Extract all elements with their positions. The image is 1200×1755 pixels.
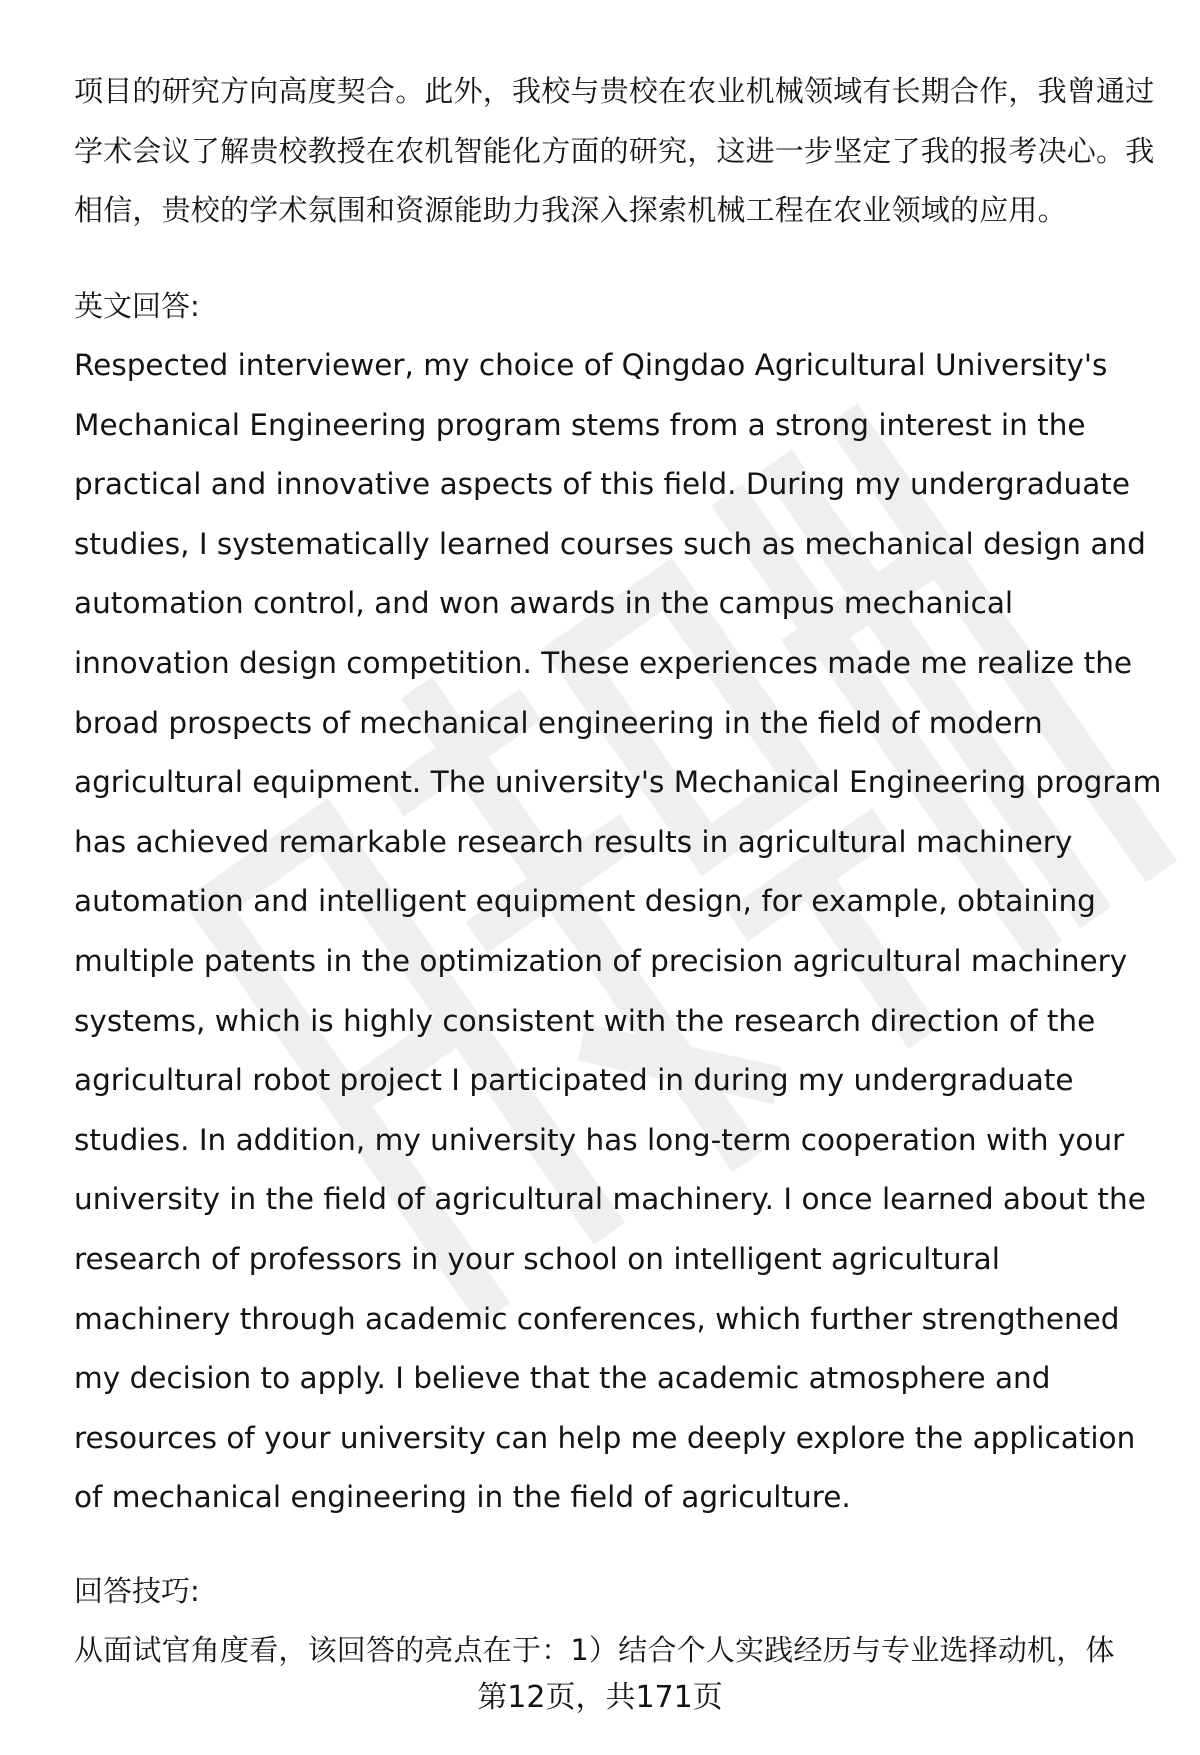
english-answer-text: Respected interviewer, my choice of Qingdao Agricultural University's Mechanical Engineering program stems from a strong interest in the practical and innovative aspects of this field. During my undergraduate studies, I systematically learned courses such as mechanical design and automation control, and won awards in the campus mechanical innovation design competition. These experiences made me realize the broad prospects of mechanical engineering in the field of modern agricultural equipment. The university's Mechanical Engineering program has achieved remarkable research results in agricultural machinery automation and intelligent equipment design, for example, obtaining multiple patents in the optimization of precision agricultural machinery systems, which is highly consistent with the research direction of the agricultural robot project I participated in during my undergraduate studies. In addition, my university has long-term cooperation with your university in the field of agricultural machinery. I once learned about the research of professors in your school on intelligent agricultural machinery through academic conferences, which further strengthened my decision to apply. I believe that the academic atmosphere and resources of your university can help me deeply explore the application of mechanical engineering in the field of agriculture.	[74, 348, 1162, 1515]
main-content	[74, 62, 1164, 1681]
page-indicator: 第12页，共171页	[477, 1680, 723, 1715]
english-answer-heading: 英文回答:	[74, 288, 200, 323]
chinese-answer-continuation: 项目的研究方向高度契合。此外，我校与贵校在农业机械领域有长期合作，我曾通过学术会议了解贵校教授在农机智能化方面的研究，这进一步坚定了我的报考决心。我相信，贵校的学术氛围和资源能助力我深入探索机械工程在农业领域的应用。	[74, 74, 1155, 227]
answer-tips-heading: 回答技巧:	[74, 1573, 200, 1608]
answer-tips-text: 从面试官角度看，该回答的亮点在于：1）结合个人实践经历与专业选择动机，体	[74, 1633, 1115, 1668]
